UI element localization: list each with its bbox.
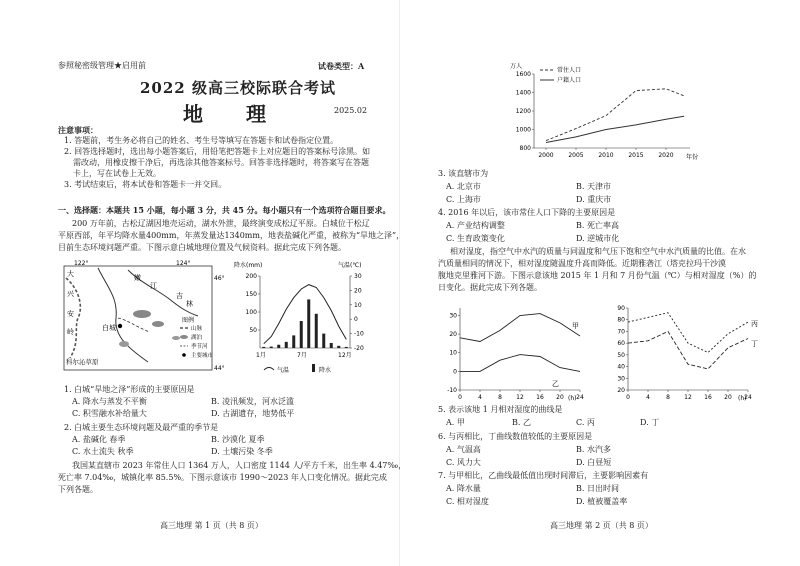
x-tick: 0 <box>626 394 630 401</box>
q2-option-c[interactable]: C. 水土流失 秋季 <box>72 447 134 456</box>
y-tick: 1200 <box>515 108 531 115</box>
section-heading: 一、选择题：本题共 15 小题，每小题 3 分，共 45 分。每小题只有一个选项符合题目要求。 <box>58 205 391 215</box>
map-label: 林 <box>186 300 193 308</box>
legend-precip: 降水 <box>319 367 332 374</box>
passage-line: 下列各题。 <box>58 485 98 494</box>
y-tick: 80 <box>617 316 625 324</box>
x-tick: 20 <box>724 394 732 401</box>
x-tick: 2005 <box>568 152 584 159</box>
y-tick: 40 <box>617 363 625 371</box>
y-tick: 70 <box>617 328 625 336</box>
precip-bar <box>292 335 295 348</box>
y-unit: 万人 <box>510 63 523 70</box>
curve-d-label: 丁 <box>751 340 758 348</box>
question-1-stem: 1. 白城“旱地之泽”形成的主要原因是 <box>64 385 195 394</box>
q5-option-d[interactable]: D. 丁 <box>640 418 660 427</box>
q3-option-a[interactable]: A. 北京市 <box>446 182 481 191</box>
x-axis-label: 年份 <box>686 154 699 161</box>
q1-option-a[interactable]: A. 降水与蒸发不平衡 <box>72 397 147 406</box>
x-tick: 16 <box>704 394 712 401</box>
q1-option-c[interactable]: C. 积雪融水补给量大 <box>72 409 147 418</box>
x-tick: 2015 <box>628 152 644 159</box>
temperature-line <box>264 285 347 344</box>
y-right-tick: 0 <box>354 316 358 324</box>
x-unit: (h) <box>738 395 747 402</box>
x-tick: 12 <box>516 394 524 401</box>
map-label: 江 <box>150 282 157 290</box>
y-tick: 60 <box>617 340 625 348</box>
map-label: 岭 <box>67 328 74 336</box>
passage-line: 相对湿度，指空气中水汽的质量与同温度和气压下饱和空气中水汽质量的比值。在水 <box>450 247 746 256</box>
y-tick: 20 <box>617 387 625 394</box>
y-right-tick: 20 <box>354 287 362 295</box>
legend-label: 山脉 <box>191 326 203 332</box>
subject-title: 地 理 <box>183 102 284 126</box>
x-tick: 2010 <box>598 152 614 159</box>
note-line: 1. 答题前，考生务必将自己的姓名、考生号等填写在答题卡和试卷指定位置。 <box>64 136 339 145</box>
y-right-tick: -20 <box>354 345 364 352</box>
x-tick: 24 <box>744 394 752 401</box>
x-tick: 4 <box>478 394 482 401</box>
passage-line: 汽质量相同的情况下，相对湿度随温度升高而降低。近期雅砻江（塔克拉玛干沙漠 <box>438 259 726 268</box>
x-tick: 8 <box>666 394 670 401</box>
population-chart <box>508 60 728 170</box>
q7-option-d[interactable]: D. 植被覆盖率 <box>576 497 628 506</box>
legend-heading: 图例 <box>182 317 195 324</box>
legend-temp: 气温 <box>277 367 290 374</box>
y-tick: 0 <box>453 368 457 376</box>
y-tick: -10 <box>447 387 457 394</box>
q6-option-b[interactable]: B. 水汽多 <box>576 445 611 454</box>
question-5-stem: 5. 表示该地 1 月相对湿度的曲线是 <box>438 405 563 414</box>
y-left-tick: 150 <box>245 291 257 298</box>
y-tick: 30 <box>449 312 457 320</box>
x-tick: 8 <box>498 394 502 401</box>
x-tick: 0 <box>458 394 462 401</box>
lake <box>152 321 164 327</box>
note-line: 卡上，写在试卷上无效。 <box>73 169 161 178</box>
location-map <box>58 258 226 380</box>
legend-lake-swatch <box>180 335 188 339</box>
precip-bar <box>307 299 310 348</box>
x-tick: 24 <box>576 394 584 401</box>
x-tick: 1月 <box>256 352 266 359</box>
passage-line: 死亡率 7.04‰，城镇化率 85.5%。下图示意该市 1990～2023 年人口变化情况。据此完成 <box>58 473 387 482</box>
paper-type: 试卷类型：A <box>318 61 365 71</box>
legend-label: 季节河 <box>191 344 208 350</box>
curve-c-label: 丙 <box>751 320 758 328</box>
q5-option-a[interactable]: A. 甲 <box>446 418 465 427</box>
map-label: 嫩 <box>134 274 141 282</box>
humidity-chart <box>608 300 768 402</box>
question-7-stem: 7. 与甲相比，乙曲线最低值出现时间滞后，主要影响因素有 <box>438 471 649 480</box>
page-footer: 高三地理 第 1 页（共 8 页） <box>160 521 263 530</box>
y-right-tick: 30 <box>354 273 362 280</box>
precip-bar <box>322 334 325 348</box>
q3-option-b[interactable]: B. 天津市 <box>576 182 611 191</box>
y-right-tick: -10 <box>354 330 364 338</box>
q7-option-c[interactable]: C. 相对湿度 <box>446 497 489 506</box>
legend-precip-swatch <box>312 364 315 372</box>
x-tick: 7月 <box>297 352 307 359</box>
legend-temp-swatch <box>264 368 274 371</box>
q4-option-a[interactable]: A. 产业结构调整 <box>446 221 505 230</box>
y-right-tick: 10 <box>354 301 362 309</box>
curve-b-label: 乙 <box>552 380 559 388</box>
y-right-label: 气温(℃) <box>338 262 362 269</box>
q4-option-d[interactable]: D. 逆城市化 <box>576 234 620 243</box>
question-2-stem: 2. 白城主要生态环境问题及最严重的季节是 <box>64 423 219 432</box>
climate-chart <box>230 258 380 380</box>
y-tick: 1400 <box>515 89 531 97</box>
q2-option-d[interactable]: D. 土壤污染 冬季 <box>211 447 273 456</box>
question-3-stem: 3. 该直辖市为 <box>438 169 489 178</box>
legend-label: 主要城市 <box>191 353 214 359</box>
precip-bar <box>337 346 340 348</box>
lake <box>119 341 129 347</box>
y-tick: 30 <box>617 375 625 383</box>
q3-option-d[interactable]: D. 重庆市 <box>576 195 612 204</box>
map-label: 兴 <box>67 290 74 298</box>
y-tick: 10 <box>449 349 457 357</box>
intro-line: 200 万年前，古松辽湖因地壳运动，湖水外泄，最终演变成松辽平原。白城位于松辽 <box>72 219 370 228</box>
q5-option-c[interactable]: C. 丙 <box>576 418 595 427</box>
q4-option-c[interactable]: C. 生育政策变化 <box>446 234 505 243</box>
secret-label: 参照秘密级管理★启用前 <box>58 61 146 70</box>
precip-bar <box>285 342 288 348</box>
map-lon-left: 122° <box>74 260 89 267</box>
x-tick: 2020 <box>658 152 674 159</box>
note-line: 需改动，用橡皮擦干净后，再选涂其他答案标号。回答非选择题时，将答案写在答题 <box>73 158 369 167</box>
curve-b <box>460 355 580 372</box>
q1-option-d[interactable]: D. 古湖遗存，地势低平 <box>211 409 295 418</box>
q7-option-b[interactable]: B. 日出时间 <box>576 484 619 493</box>
precip-bar <box>277 345 280 348</box>
y-left-tick: 200 <box>245 273 257 280</box>
x-tick: 2000 <box>538 152 554 159</box>
y-left-tick: 50 <box>249 327 257 334</box>
y-tick: 50 <box>617 351 625 359</box>
lake <box>172 336 180 340</box>
question-6-stem: 6. 与丙相比，丁曲线数值较低的主要原因是 <box>438 432 593 441</box>
q6-option-d[interactable]: D. 白昼短 <box>576 458 612 467</box>
exam-date: 2025.02 <box>334 106 368 115</box>
x-tick: 12 <box>684 394 692 401</box>
curve-d <box>628 331 748 369</box>
q7-option-a[interactable]: A. 降水量 <box>446 484 481 493</box>
precip-bar <box>262 347 265 348</box>
y-tick: 800 <box>519 145 531 152</box>
map-label: 安 <box>67 310 74 318</box>
passage-line: 日变化。据此完成下列各题。 <box>438 283 542 292</box>
intro-line: 目前生态环境问题严重。下图示意白城地理位置及气候资料。据此完成下列各题。 <box>58 243 346 252</box>
registered-population-line <box>546 116 684 142</box>
x-tick: 12月 <box>338 352 352 359</box>
x-unit: (h) <box>568 395 577 402</box>
map-lat-bottom: 44° <box>214 365 225 372</box>
curve-a <box>460 314 580 342</box>
precip-bar <box>315 314 318 348</box>
passage-line: 我国某直辖市 2023 年常住人口 1364 万人，人口密度 1144 人/平方千米，出生率 4.47‰， <box>72 461 407 470</box>
y-left-tick: 100 <box>245 309 257 316</box>
intro-line: 平原西部，年平均降水量400mm，年蒸发量达1340mm，地表盐碱化严重，被称为“旱地之泽”， <box>58 231 405 240</box>
q4-option-b[interactable]: B. 死亡率高 <box>576 221 619 230</box>
y-tick: 1000 <box>515 126 531 134</box>
legend-resident: 常住人口 <box>557 67 582 74</box>
legend-label: 湖泊 <box>191 335 203 341</box>
passage-line: 腹地克里雅河下游。下图示意该地 2015 年 1 月和 7 月份气温（℃）与相对湿度（%）的 <box>438 271 757 280</box>
map-label: 大 <box>67 270 74 278</box>
note-line: 3. 考试结束后，将本试卷和答题卡一并交回。 <box>64 180 227 189</box>
y-tick: 1600 <box>515 71 531 78</box>
legend-registered: 户籍人口 <box>557 77 582 84</box>
y-tick: 90 <box>617 305 625 312</box>
x-tick: 16 <box>536 394 544 401</box>
page-footer: 高三地理 第 2 页（共 8 页） <box>550 521 653 530</box>
resident-population-line <box>546 89 684 141</box>
precip-bar <box>300 321 303 348</box>
q2-option-b[interactable]: B. 沙漠化 夏季 <box>211 435 265 444</box>
city-marker <box>118 324 122 328</box>
y-left-label: 降水(mm) <box>234 262 263 269</box>
lake <box>133 310 151 318</box>
exam-title: 2022 级高三校际联合考试 <box>140 79 336 97</box>
q2-option-a[interactable]: A. 盐碱化 春季 <box>72 435 126 444</box>
temperature-chart <box>440 300 590 402</box>
x-tick: 4 <box>646 394 650 401</box>
notes-heading: 注意事项： <box>58 125 98 135</box>
map-label: 吉 <box>176 292 183 300</box>
q3-option-c[interactable]: C. 上海市 <box>446 195 481 204</box>
map-lat-top: 46° <box>214 275 225 282</box>
curve-a-label: 甲 <box>572 322 579 330</box>
precip-bar <box>270 347 273 348</box>
map-label: 科尔沁草原 <box>66 358 99 366</box>
question-4-stem: 4. 2016 年以后，该市常住人口下降的主要原因是 <box>438 208 616 217</box>
q6-option-c[interactable]: C. 风力大 <box>446 458 481 467</box>
legend-city-swatch <box>182 353 186 357</box>
q5-option-b[interactable]: B. 乙 <box>512 418 531 427</box>
precip-bar <box>330 343 333 348</box>
map-lon-right: 124° <box>176 260 191 267</box>
y-tick: 20 <box>449 331 457 339</box>
map-city-label: 白城 <box>102 324 116 332</box>
page-2 <box>400 0 800 566</box>
note-line: 2. 回答选择题时，选出每小题答案后，用铅笔把答题卡上对应题目的答案标号涂黑。如 <box>64 147 371 156</box>
x-tick: 20 <box>556 394 564 401</box>
q1-option-b[interactable]: B. 凌汛频发，河水泛滥 <box>211 397 294 406</box>
q6-option-a[interactable]: A. 气温高 <box>446 445 481 454</box>
precip-bar <box>345 347 348 348</box>
